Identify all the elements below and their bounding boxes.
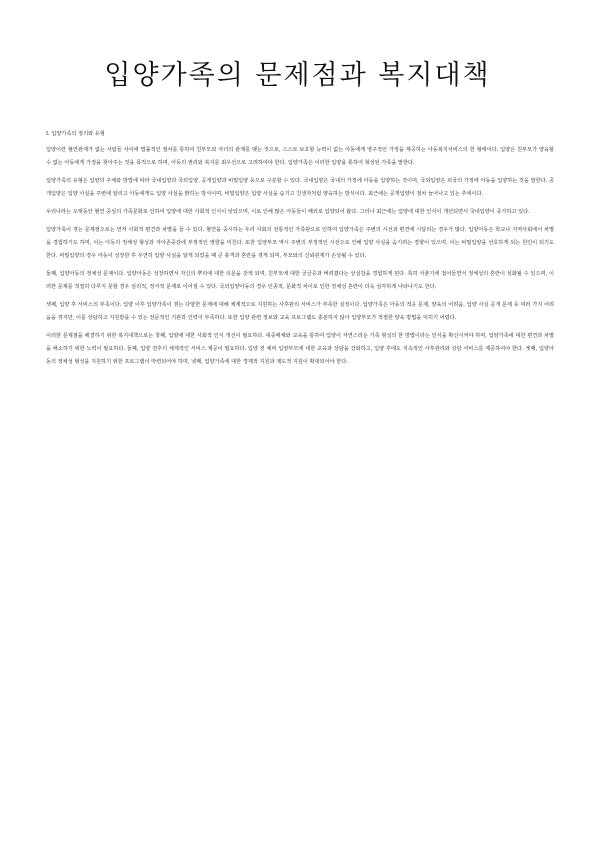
paragraph: 우리나라는 오랫동안 혈연 중심의 가족문화로 인하여 입양에 대한 사회적 인식이 낮았으며, 이로 인해 많은 아동들이 해외로 입양되어 왔다. 그러나 최근에는 입양에 대한 인식이 개선되면서 국내입양이 증가하고 있다. [46,209,530,215]
document-title: 입양가족의 문제점과 복지대책 [104,60,491,91]
paragraph: 입양가족이 겪는 문제점으로는 먼저 사회적 편견과 차별을 들 수 있다. 혈연을 중시하는 우리 사회의 전통적인 가족관으로 인하여 입양가족은 주변의 시선과 편견에 시달리는 경우가 많다. 입양아동은 학교나 지역사회에서 차별을 경험하기도 하며, 이는 아동의 정체성 형성과 자아존중감에 부정적인 영향을 미친다. 또한 입양부모 역시 주변의 부정적인 시선으로 인해 입양 사실을 숨기려는 경향이 있으며, 이는 비밀입양을 선호하게 되는 원인이 되기도 한다. 비밀입양의 경우 아동이 성장한 후 우연히 입양 사실을 알게 되었을 때 큰 충격과 혼란을 겪게 되며, 부모와의 신뢰관계가 손상될 수 있다. [46,227,554,259]
section-heading: Ⅰ. 입양가족의 정의와 유형 [46,131,105,137]
paragraph: 이러한 문제점을 해결하기 위한 복지대책으로는 첫째, 입양에 대한 사회적 인식 개선이 필요하다. 대중매체와 교육을 통하여 입양이 자연스러운 가족 형성의 한 방법이라는 인식을 확산시켜야 하며, 입양가족에 대한 편견과 차별을 해소하기 위한 노력이 필요하다. 둘째, 입양 전후의 체계적인 서비스 제공이 필요하다. 입양 전 예비 입양부모에 대한 교육과 상담을 강화하고, 입양 후에도 지속적인 사후관리와 상담 서비스를 제공하여야 한다. 셋째, 입양아동의 정체성 형성을 지원하기 위한 프로그램이 마련되어야 하며, 넷째, 입양가족에 대한 경제적 지원과 제도적 지원이 확대되어야 한다. [46,333,554,365]
paragraph: 입양가족의 유형은 입양의 주체와 방법에 따라 국내입양과 국외입양, 공개입양과 비밀입양 등으로 구분할 수 있다. 국내입양은 국내의 가정에 아동을 입양하는 것이며, 국외입양은 외국의 가정에 아동을 입양하는 것을 말한다. 공개입양은 입양 사실을 주변에 알리고 아동에게도 입양 사실을 밝히는 방식이며, 비밀입양은 입양 사실을 숨기고 친생자처럼 양육하는 방식이다. 최근에는 공개입양이 점차 늘어나고 있는 추세이다. [46,178,554,197]
paragraph: 둘째, 입양아동의 정체성 문제이다. 입양아동은 성장하면서 자신의 뿌리에 대한 의문을 갖게 되며, 친부모에 대한 궁금증과 버려졌다는 상실감을 경험하게 된다. 특히 사춘기에 접어들면서 정체성의 혼란이 심화될 수 있으며, 이러한 문제를 적절히 다루지 못할 경우 심리적, 정서적 문제로 이어질 수 있다. 국외입양아동의 경우 인종적, 문화적 차이로 인한 정체성 혼란이 더욱 심각하게 나타나기도 한다. [46,271,554,290]
document-body [46,128,554,374]
paragraph: 셋째, 입양 후 서비스의 부족이다. 입양 이후 입양가족이 겪는 다양한 문제에 대해 체계적으로 지원하는 사후관리 서비스가 부족한 실정이다. 입양가족은 아동의 적응 문제, 양육의 어려움, 입양 사실 공개 문제 등 여러 가지 어려움을 겪지만, 이를 상담하고 지원받을 수 있는 전문적인 기관과 인력이 부족하다. 또한 입양 관련 정보와 교육 프로그램도 충분하지 않아 입양부모가 적절한 양육 방법을 익히기 어렵다. [46,302,554,321]
paragraph: 입양이란 혈연관계가 없는 사람들 사이에 법률적인 절차를 통하여 친부모와 자녀의 관계를 맺는 것으로, 스스로 보호할 능력이 없는 아동에게 영구적인 가정을 제공하는 아동복지서비스의 한 형태이다. 입양은 친부모가 양육할 수 없는 아동에게 가정을 찾아주는 것을 목적으로 하며, 아동의 권리와 복지를 최우선으로 고려하여야 한다. 입양가족은 이러한 입양을 통하여 형성된 가족을 말한다. [46,147,554,166]
